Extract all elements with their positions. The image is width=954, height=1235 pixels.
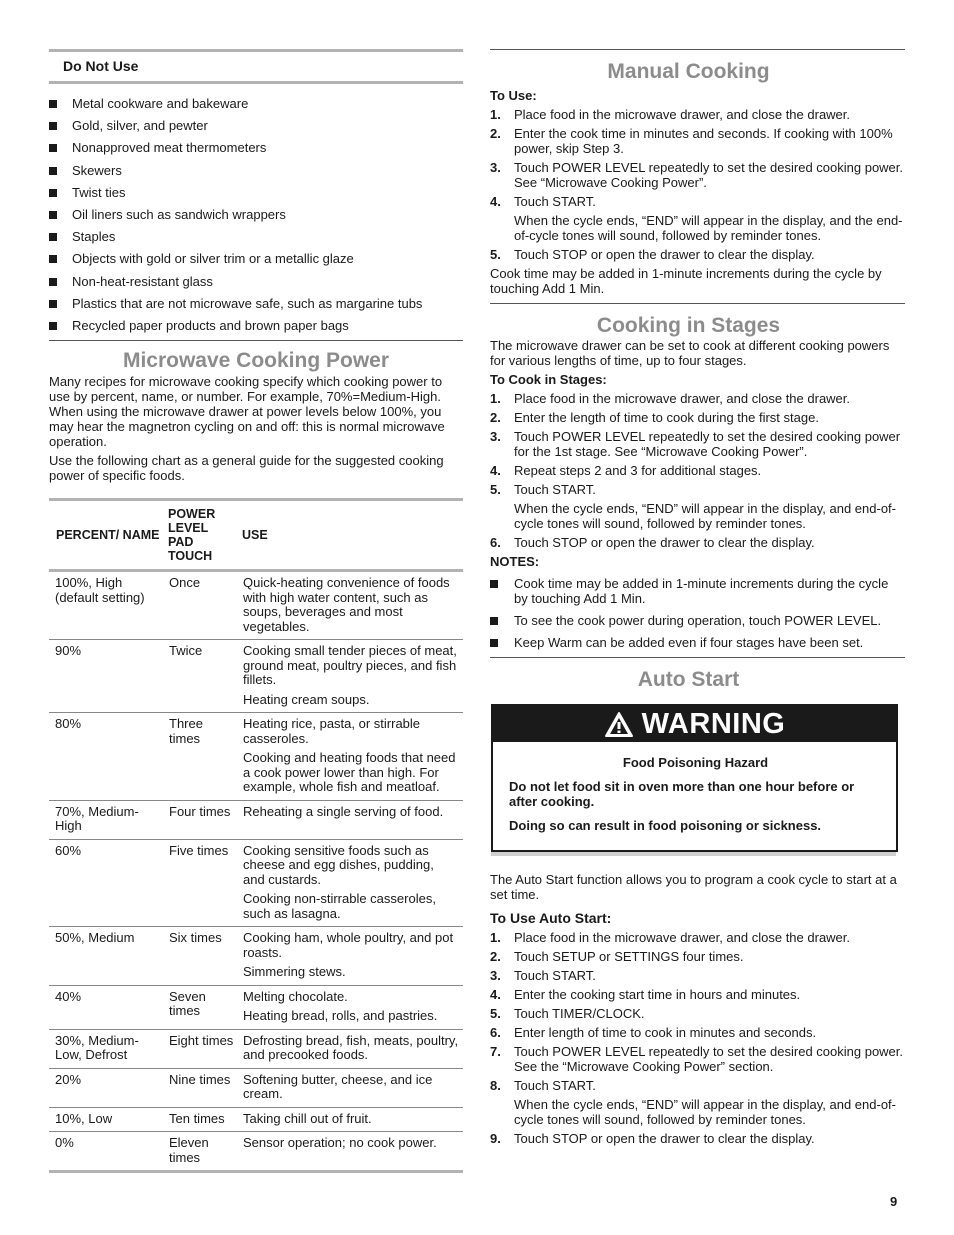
step-text: Touch START. — [514, 968, 596, 983]
cell-use — [238, 640, 463, 713]
step-number: 1. — [490, 930, 501, 945]
cell-use — [238, 1029, 463, 1068]
step-text: Enter the cooking start time in hours and minutes. — [514, 987, 801, 1002]
step-text: Touch POWER LEVEL repeatedly to set the desired cooking power for the 1st stage. See “Microwave Cooking Power”. — [514, 429, 901, 459]
cell-touch: Four times — [169, 803, 231, 819]
step-text: Touch STOP or open the drawer to clear the display. — [514, 535, 815, 550]
cell-percent: 30%, Medium-Low, Defrost — [55, 1032, 139, 1063]
warning-shadow — [491, 852, 896, 856]
cell-use — [238, 927, 463, 986]
warning-body — [493, 742, 896, 850]
step-text: Touch STOP or open the drawer to clear the display. — [514, 1131, 815, 1146]
step-number: 2. — [490, 126, 501, 141]
step-detail: When the cycle ends, “END” will appear in the display, and the end-of-cycle tones will sound, followed by reminder tones. — [514, 213, 903, 243]
do-not-use-heading: Do Not Use — [49, 49, 463, 84]
microwave-power-paragraph: Many recipes for microwave cooking specify which cooking power to use by percent, name, or number. For example, 70%=Medium-High. When using the microwave drawer at power levels below 100%, you may hear the magnetron cycling on and off: this is normal microwave operation. — [49, 374, 445, 450]
use-text: Cooking ham, whole poultry, and pot roasts. — [243, 930, 454, 960]
cell-touch: Nine times — [169, 1071, 231, 1087]
step-number: 6. — [490, 535, 501, 550]
header-touch: POWER LEVEL PAD TOUCH — [168, 507, 216, 564]
note-item: To see the cook power during operation, touch POWER LEVEL. — [490, 613, 905, 628]
step-detail: When the cycle ends, “END” will appear in the display, and end-of-cycle tones will sound, followed by reminder tones. — [514, 1097, 897, 1127]
step-item — [490, 949, 905, 964]
cell-touch: Five times — [169, 842, 229, 858]
step-item — [490, 463, 905, 478]
cell-percent: 70%, Medium-High — [55, 803, 139, 834]
table-row — [49, 839, 463, 927]
use-text: Defrosting bread, fish, meats, poultry, and precooked foods. — [243, 1032, 459, 1063]
use-text: Cooking sensitive foods such as cheese and egg dishes, pudding, and custards. — [243, 842, 434, 887]
table-header-row — [49, 500, 463, 571]
list-item: Skewers — [49, 163, 463, 178]
step-item — [490, 107, 905, 122]
warning-banner — [493, 706, 896, 742]
step-item — [490, 247, 905, 262]
step-text: Touch TIMER/CLOCK. — [514, 1006, 645, 1021]
list-item: Objects with gold or silver trim or a metallic glaze — [49, 251, 463, 266]
step-item — [490, 194, 905, 243]
use-text-secondary: Simmering stews. — [243, 964, 346, 980]
note-item: Cook time may be added in 1-minute increments during the cycle by touching Add 1 Min. — [490, 576, 905, 606]
table-row — [49, 1029, 463, 1068]
step-text: Touch STOP or open the drawer to clear the display. — [514, 247, 815, 262]
table-row — [49, 1107, 463, 1132]
step-item — [490, 391, 905, 406]
stages-intro: The microwave drawer can be set to cook at different cooking powers for various lengths of time, up to four stages. — [490, 338, 890, 368]
header-use: USE — [242, 528, 268, 543]
step-item — [490, 1131, 905, 1146]
step-text: Touch START. — [514, 482, 596, 497]
warning-triangle-icon — [604, 711, 634, 738]
use-text: Softening butter, cheese, and ice cream. — [243, 1071, 433, 1102]
step-text: Enter the cook time in minutes and seconds. If cooking with 100% power, skip Step 3. — [514, 126, 893, 156]
use-text: Quick-heating convenience of foods with high water content, such as soups, beverages and most vegetables. — [243, 575, 450, 634]
left-column — [49, 49, 463, 1173]
step-number: 2. — [490, 410, 501, 425]
warning-box — [491, 704, 898, 852]
stages-steps-list — [490, 391, 905, 550]
step-detail: When the cycle ends, “END” will appear in the display, and end-of-cycle tones will sound, followed by reminder tones. — [514, 501, 897, 531]
use-text-secondary: Cooking and heating foods that need a cook power lower than high. For example, whole fish and meatloaf. — [243, 750, 456, 795]
step-number: 1. — [490, 107, 501, 122]
step-number: 3. — [490, 429, 501, 444]
step-number: 5. — [490, 247, 501, 262]
manual-cooking-title: Manual Cooking — [607, 60, 770, 83]
step-text: Touch START. — [514, 1078, 596, 1093]
use-text: Reheating a single serving of food. — [243, 803, 444, 819]
step-number: 8. — [490, 1078, 501, 1093]
use-text: Cooking small tender pieces of meat, ground meat, poultry pieces, and fish fillets. — [243, 643, 457, 688]
list-item: Metal cookware and bakeware — [49, 96, 463, 111]
list-item: Nonapproved meat thermometers — [49, 140, 463, 155]
table-row — [49, 713, 463, 801]
right-column — [490, 49, 905, 1150]
step-text: Touch SETUP or SETTINGS four times. — [514, 949, 744, 964]
use-text-secondary: Cooking non-stirrable casseroles, such as lasagna. — [243, 891, 436, 921]
divider — [49, 340, 463, 341]
use-text: Taking chill out of fruit. — [243, 1110, 372, 1126]
step-number: 5. — [490, 482, 501, 497]
cell-use — [238, 800, 463, 839]
manual-steps-list — [490, 107, 905, 262]
cell-touch: Once — [169, 575, 201, 591]
step-number: 9. — [490, 1131, 501, 1146]
step-number: 7. — [490, 1044, 501, 1059]
cell-touch: Seven times — [169, 988, 206, 1019]
cell-touch: Ten times — [169, 1110, 225, 1126]
header-percent: PERCENT/ NAME — [56, 528, 160, 543]
step-item — [490, 1044, 905, 1074]
cell-percent: 20% — [55, 1071, 82, 1087]
cell-touch: Six times — [169, 930, 222, 946]
table-row — [49, 571, 463, 640]
cell-use — [238, 839, 463, 927]
table-row — [49, 1132, 463, 1172]
step-item — [490, 126, 905, 156]
use-text: Heating rice, pasta, or stirrable casseroles. — [243, 716, 421, 746]
warning-line-2: Doing so can result in food poisoning or sickness. — [509, 818, 822, 833]
page-number: 9 — [890, 1194, 898, 1209]
stages-notes-list — [490, 576, 905, 650]
table-row — [49, 985, 463, 1029]
list-item: Oil liners such as sandwich wrappers — [49, 207, 463, 222]
list-item: Non-heat-resistant glass — [49, 274, 463, 289]
cell-percent: 60% — [55, 842, 82, 858]
auto-start-title: Auto Start — [637, 668, 740, 691]
step-item — [490, 1025, 905, 1040]
cell-use — [238, 985, 463, 1029]
step-number: 1. — [490, 391, 501, 406]
step-item — [490, 1006, 905, 1021]
divider — [490, 49, 905, 50]
microwave-power-title: Microwave Cooking Power — [122, 349, 390, 373]
step-text: Touch POWER LEVEL repeatedly to set the desired cooking power. See “Microwave Cooking Power”. — [514, 160, 904, 190]
list-item: Twist ties — [49, 185, 463, 200]
do-not-use-list — [49, 96, 463, 333]
cell-touch: Twice — [169, 643, 203, 659]
warning-label: WARNING — [641, 707, 786, 740]
divider — [490, 303, 905, 304]
auto-start-steps-list — [490, 930, 905, 1146]
step-text: Place food in the microwave drawer, and close the drawer. — [514, 930, 851, 945]
step-item — [490, 160, 905, 190]
step-item — [490, 410, 905, 425]
step-text: Enter the length of time to cook during the first stage. — [514, 410, 819, 425]
hazard-title: Food Poisoning Hazard — [622, 755, 769, 770]
step-item — [490, 482, 905, 531]
cell-percent: 10%, Low — [55, 1110, 113, 1126]
step-number: 6. — [490, 1025, 501, 1040]
step-number: 3. — [490, 160, 501, 175]
stages-title: Cooking in Stages — [596, 314, 781, 337]
cell-touch: Eight times — [169, 1032, 234, 1048]
note-item: Keep Warm can be added even if four stages have been set. — [490, 635, 905, 650]
notes-label: NOTES: — [490, 554, 540, 569]
list-item: Plastics that are not microwave safe, such as margarine tubs — [49, 296, 463, 311]
step-number: 4. — [490, 463, 501, 478]
power-level-table — [49, 498, 463, 1173]
step-text: Repeat steps 2 and 3 for additional stages. — [514, 463, 762, 478]
cell-percent: 0% — [55, 1135, 74, 1151]
step-item — [490, 429, 905, 459]
use-text-secondary: Heating bread, rolls, and pastries. — [243, 1008, 438, 1024]
list-item: Staples — [49, 229, 463, 244]
cell-percent: 40% — [55, 988, 82, 1004]
chart-guide-paragraph: Use the following chart as a general guide for the suggested cooking power of specific foods. — [49, 453, 444, 484]
divider — [490, 657, 905, 658]
cell-use — [238, 1107, 463, 1132]
step-item — [490, 968, 905, 983]
step-text: Enter length of time to cook in minutes and seconds. — [514, 1025, 817, 1040]
step-item — [490, 535, 905, 550]
cell-use — [238, 1132, 463, 1172]
cell-percent: 80% — [55, 716, 82, 732]
table-row — [49, 800, 463, 839]
warning-line-1: Do not let food sit in oven more than one hour before or after cooking. — [509, 779, 855, 809]
cell-touch: Three times — [169, 716, 203, 746]
use-text: Melting chocolate. — [243, 988, 348, 1004]
table-row — [49, 1068, 463, 1107]
step-item — [490, 1078, 905, 1127]
step-text: Touch POWER LEVEL repeatedly to set the desired cooking power. See the “Microwave Cooking Power” section. — [514, 1044, 904, 1074]
step-text: Place food in the microwave drawer, and close the drawer. — [514, 107, 851, 122]
step-number: 5. — [490, 1006, 501, 1021]
list-item: Gold, silver, and pewter — [49, 118, 463, 133]
step-number: 3. — [490, 968, 501, 983]
step-item — [490, 987, 905, 1002]
table-row — [49, 927, 463, 986]
cell-percent: 100%, High (default setting) — [55, 575, 145, 605]
step-text: Place food in the microwave drawer, and close the drawer. — [514, 391, 851, 406]
step-item — [490, 930, 905, 945]
list-item: Recycled paper products and brown paper bags — [49, 318, 463, 333]
step-text: Touch START. — [514, 194, 596, 209]
step-number: 4. — [490, 987, 501, 1002]
step-number: 4. — [490, 194, 501, 209]
cell-percent: 90% — [55, 643, 82, 659]
use-text: Sensor operation; no cook power. — [243, 1135, 437, 1151]
cell-use — [238, 571, 463, 640]
manual-note: Cook time may be added in 1-minute increments during the cycle by touching Add 1 Min. — [490, 266, 882, 296]
to-use-label: To Use: — [490, 88, 537, 103]
to-use-auto-start-label: To Use Auto Start: — [490, 910, 612, 926]
use-text-secondary: Heating cream soups. — [243, 691, 370, 707]
cell-use — [238, 713, 463, 801]
cell-touch: Eleven times — [169, 1135, 209, 1165]
cell-percent: 50%, Medium — [55, 930, 135, 946]
auto-start-intro: The Auto Start function allows you to program a cook cycle to start at a set time. — [490, 872, 897, 902]
table-row — [49, 640, 463, 713]
step-number: 2. — [490, 949, 501, 964]
cell-use — [238, 1068, 463, 1107]
to-cook-label: To Cook in Stages: — [490, 372, 607, 387]
